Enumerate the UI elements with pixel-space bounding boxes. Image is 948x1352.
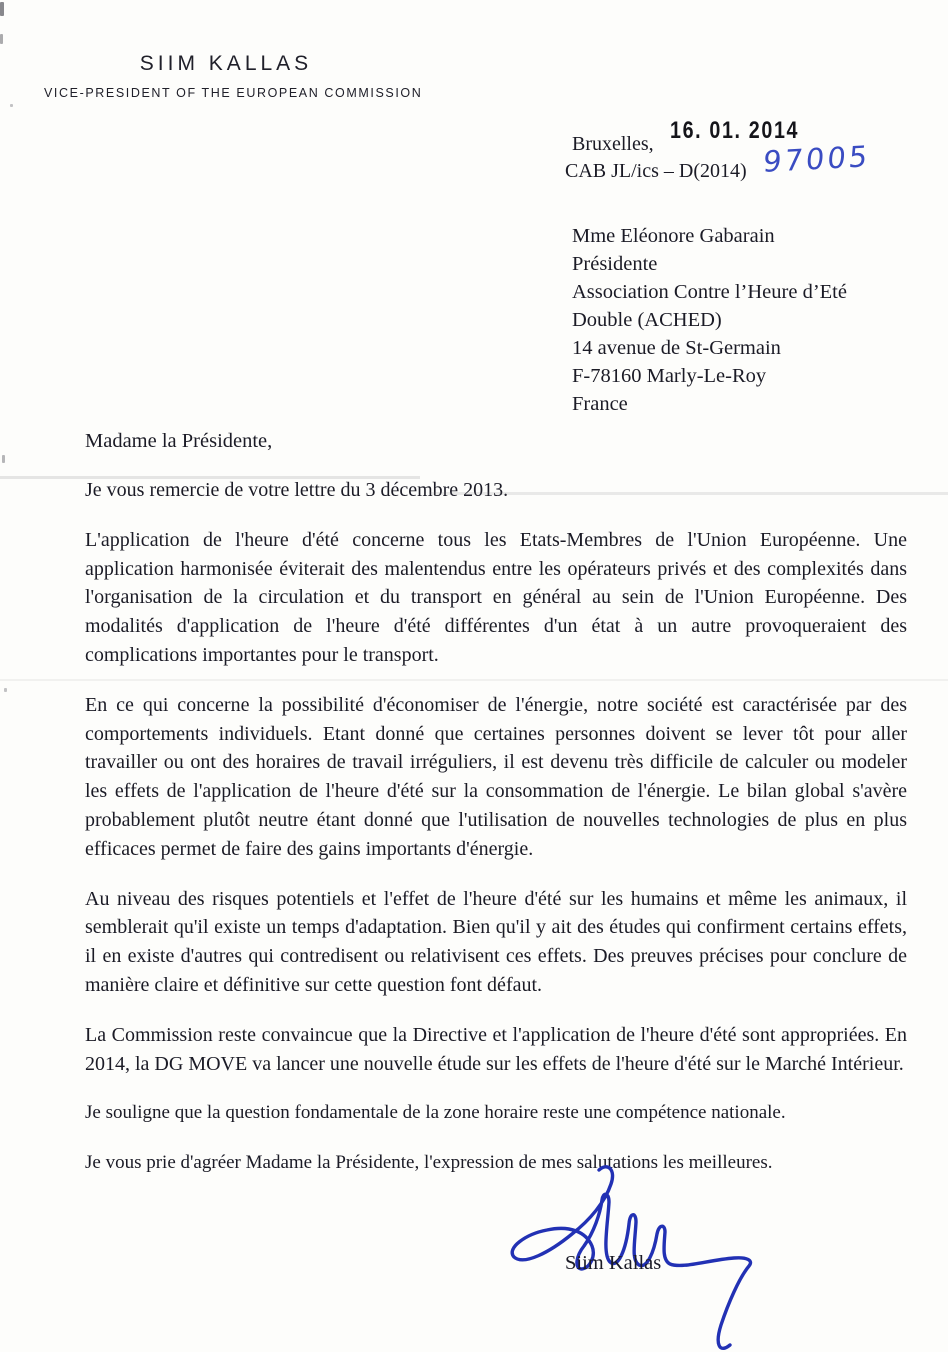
recipient-line: France — [572, 393, 628, 415]
scan-artifact — [10, 104, 13, 107]
scan-artifact — [2, 455, 5, 463]
paragraph-application: L'application de l'heure d'été concerne tous les Etats-Membres de l'Union Européenne. Une application harmonisée éviterait des malentendus entre les opérateurs privés et des complexités dans l'organisation de la circulation et du transport en général au sein de l'Union Européenne. Des modalités d'application de l'heure d'été différentes d'un état à un autre provoqueraient des complications importantes pour le transport. — [85, 528, 907, 666]
recipient-line: Double (ACHED) — [572, 309, 722, 331]
letterhead-name: SIIM KALLAS — [139, 52, 313, 75]
date-stamp: 16. 01. 2014 — [670, 117, 800, 144]
paragraph-energy: En ce qui concerne la possibilité d'économiser de l'énergie, notre société est caractérisée par des comportements individuels. Etant donné que certaines personnes doivent se lever tôt pour aller travailler ou ont des horaires de travail irréguliers, il est devenu très difficile de calculer ou modeler les effets de l'application de l'heure d'été sur la consommation de l'énergie. Le bilan global s'avère probablement plutôt neutre étant donné que l'utilisation de nouvelles technologies de plus en plus efficaces permet de faire des gains importants d'énergie. — [85, 693, 907, 860]
paragraph-commission: La Commission reste convaincue que la Directive et l'application de l'heure d'été sont appropriées. En 2014, la DG MOVE va lancer une nouvelle étude sur les effets de l'heure d'été sur le Marché Intérieur. — [85, 1023, 907, 1075]
letter-body — [85, 476, 907, 1187]
recipient-line: Association Contre l’Heure d’Eté — [572, 281, 847, 303]
recipient-address — [572, 222, 847, 418]
recipient-line: F-78160 Marly-Le-Roy — [572, 365, 767, 387]
place-line: Bruxelles, — [572, 133, 654, 155]
signer-typed-name: Siim Kallas — [565, 1252, 662, 1274]
scan-artifact — [4, 688, 7, 692]
letterhead-title: VICE-PRESIDENT OF THE EUROPEAN COMMISSION — [44, 86, 423, 100]
scan-artifact — [0, 34, 3, 44]
recipient-line: Présidente — [572, 253, 658, 275]
paragraph-closing: Je vous prie d'agréer Madame la Présidente, l'expression de mes salutations les meilleures. — [85, 1152, 773, 1174]
paragraph-thanks: Je vous remercie de votre lettre du 3 décembre 2013. — [85, 479, 509, 501]
paragraph-health: Au niveau des risques potentiels et l'effet de l'heure d'été sur les humains et même les animaux, il semblerait qu'il existe un temps d'adaptation. Bien qu'il y ait des études qui confirment certains effets, il en existe d'autres qui contredisent ou relativisent ces effets. Des preuves précises pour conclure de manière claire et définitive sur cette question font défaut. — [85, 887, 907, 996]
scan-artifact — [0, 2, 4, 16]
letterhead — [44, 52, 423, 100]
recipient-line: Mme Eléonore Gabarain — [572, 225, 775, 247]
paragraph-timezone: Je souligne que la question fondamentale de la zone horaire reste une compétence nationale. — [85, 1102, 786, 1124]
salutation: Madame la Présidente, — [85, 430, 273, 452]
handwritten-reference-number: 97005 — [761, 139, 872, 179]
recipient-line: 14 avenue de St-Germain — [572, 337, 781, 359]
reference-code: CAB JL/ics – D(2014) — [565, 160, 747, 182]
